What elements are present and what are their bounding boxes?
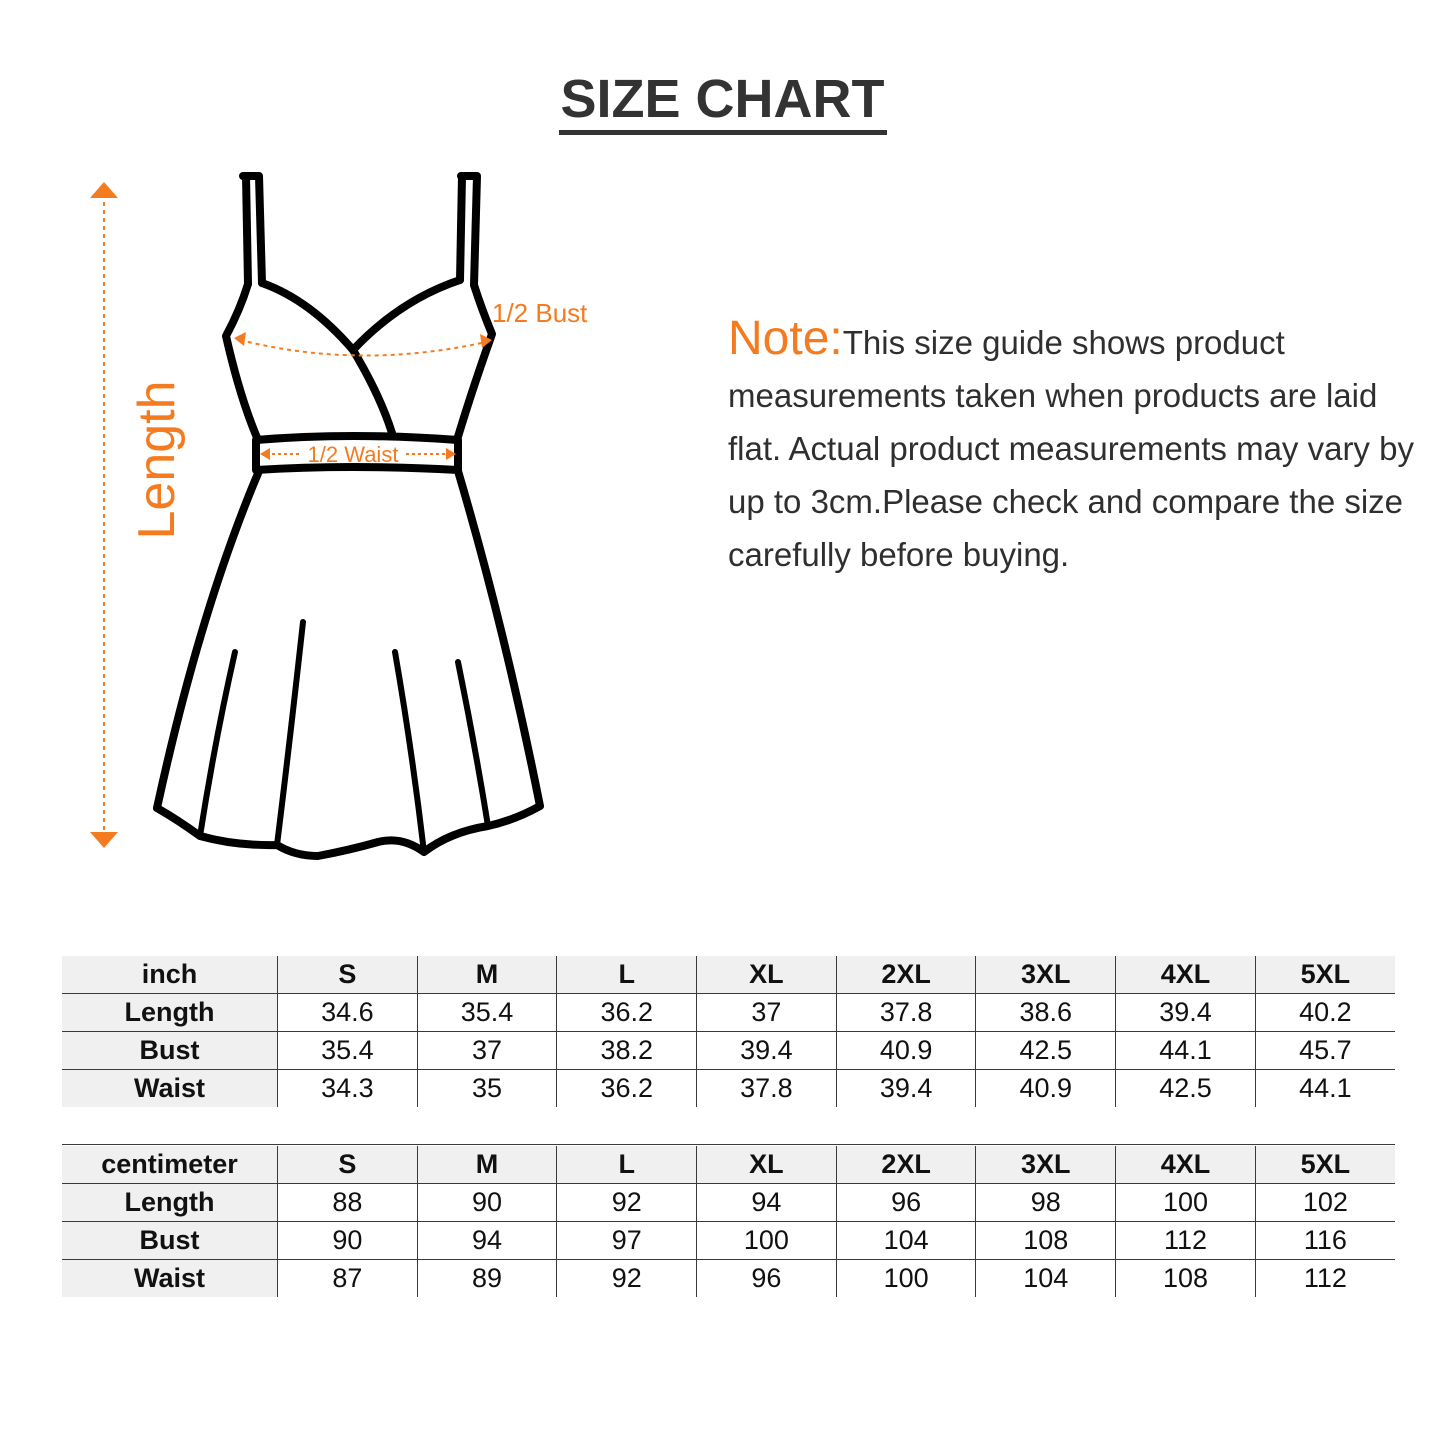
note-block — [728, 312, 1418, 581]
dress-outline — [157, 176, 540, 856]
cell: 112 — [1255, 1260, 1395, 1298]
row-label: Length — [62, 994, 278, 1032]
cell: 37.8 — [836, 994, 976, 1032]
cell: 42.5 — [976, 1032, 1116, 1070]
cell: 35.4 — [278, 1032, 418, 1070]
row-label: Length — [62, 1184, 278, 1222]
cell: 96 — [697, 1260, 837, 1298]
cell: 36.2 — [557, 1070, 697, 1108]
cell: 40.9 — [976, 1070, 1116, 1108]
table-row — [62, 1184, 1395, 1222]
page-title: SIZE CHART — [559, 68, 887, 135]
cell: 87 — [278, 1260, 418, 1298]
table-spacer — [62, 1107, 1395, 1145]
note-text: This size guide shows product measurements taken when products are laid flat. Actual product measurements may vary by up to 3cm.Please check and compare the size carefully before buying. — [728, 324, 1414, 573]
cell: 42.5 — [1116, 1070, 1256, 1108]
cell: 40.9 — [836, 1032, 976, 1070]
cell: 94 — [417, 1222, 557, 1260]
size-header: 5XL — [1255, 1146, 1395, 1184]
cell: 108 — [976, 1222, 1116, 1260]
cell: 45.7 — [1255, 1032, 1395, 1070]
table-row — [62, 1032, 1395, 1070]
size-header: L — [557, 1146, 697, 1184]
cell: 38.6 — [976, 994, 1116, 1032]
cell: 37.8 — [697, 1070, 837, 1108]
size-header: 5XL — [1255, 956, 1395, 994]
cell: 100 — [836, 1260, 976, 1298]
cell: 44.1 — [1116, 1032, 1256, 1070]
cell: 34.3 — [278, 1070, 418, 1108]
unit-label: centimeter — [62, 1146, 278, 1184]
size-header: 3XL — [976, 1146, 1116, 1184]
waist-label: 1/2 Waist — [307, 442, 399, 467]
table-row — [62, 1260, 1395, 1298]
cell: 44.1 — [1255, 1070, 1395, 1108]
cell: 102 — [1255, 1184, 1395, 1222]
size-header: S — [278, 956, 418, 994]
row-label: Bust — [62, 1032, 278, 1070]
cell: 35.4 — [417, 994, 557, 1032]
size-header: 2XL — [836, 1146, 976, 1184]
cell: 92 — [557, 1260, 697, 1298]
cell: 39.4 — [1116, 994, 1256, 1032]
cell: 108 — [1116, 1260, 1256, 1298]
cell: 36.2 — [557, 994, 697, 1032]
cell: 39.4 — [697, 1032, 837, 1070]
inch-size-table — [62, 956, 1395, 1107]
size-header: XL — [697, 1146, 837, 1184]
cell: 90 — [417, 1184, 557, 1222]
cell: 100 — [697, 1222, 837, 1260]
cell: 37 — [417, 1032, 557, 1070]
cell: 98 — [976, 1184, 1116, 1222]
length-label: Length — [128, 380, 186, 540]
row-label: Waist — [62, 1070, 278, 1108]
size-header: L — [557, 956, 697, 994]
cell: 100 — [1116, 1184, 1256, 1222]
cell: 35 — [417, 1070, 557, 1108]
cell: 92 — [557, 1184, 697, 1222]
cell: 89 — [417, 1260, 557, 1298]
cell: 97 — [557, 1222, 697, 1260]
table-row — [62, 1070, 1395, 1108]
unit-label: inch — [62, 956, 278, 994]
size-header: 2XL — [836, 956, 976, 994]
bust-label: 1/2 Bust — [492, 298, 588, 328]
cell: 37 — [697, 994, 837, 1032]
cell: 39.4 — [836, 1070, 976, 1108]
cell: 112 — [1116, 1222, 1256, 1260]
cell: 90 — [278, 1222, 418, 1260]
size-header: M — [417, 956, 557, 994]
table-header-row — [62, 956, 1395, 994]
centimeter-size-table — [62, 1146, 1395, 1297]
size-header: 4XL — [1116, 956, 1256, 994]
size-header: 4XL — [1116, 1146, 1256, 1184]
table-row — [62, 1222, 1395, 1260]
cell: 88 — [278, 1184, 418, 1222]
dress-diagram — [0, 0, 720, 900]
cell: 104 — [836, 1222, 976, 1260]
cell: 40.2 — [1255, 994, 1395, 1032]
length-arrow — [90, 182, 118, 848]
row-label: Bust — [62, 1222, 278, 1260]
size-header: 3XL — [976, 956, 1116, 994]
cell: 104 — [976, 1260, 1116, 1298]
size-header: XL — [697, 956, 837, 994]
note-label: Note: — [728, 312, 843, 365]
row-label: Waist — [62, 1260, 278, 1298]
cell: 38.2 — [557, 1032, 697, 1070]
table-row — [62, 994, 1395, 1032]
cell: 116 — [1255, 1222, 1395, 1260]
cell: 96 — [836, 1184, 976, 1222]
cell: 94 — [697, 1184, 837, 1222]
table-header-row — [62, 1146, 1395, 1184]
size-header: S — [278, 1146, 418, 1184]
cell: 34.6 — [278, 994, 418, 1032]
size-header: M — [417, 1146, 557, 1184]
